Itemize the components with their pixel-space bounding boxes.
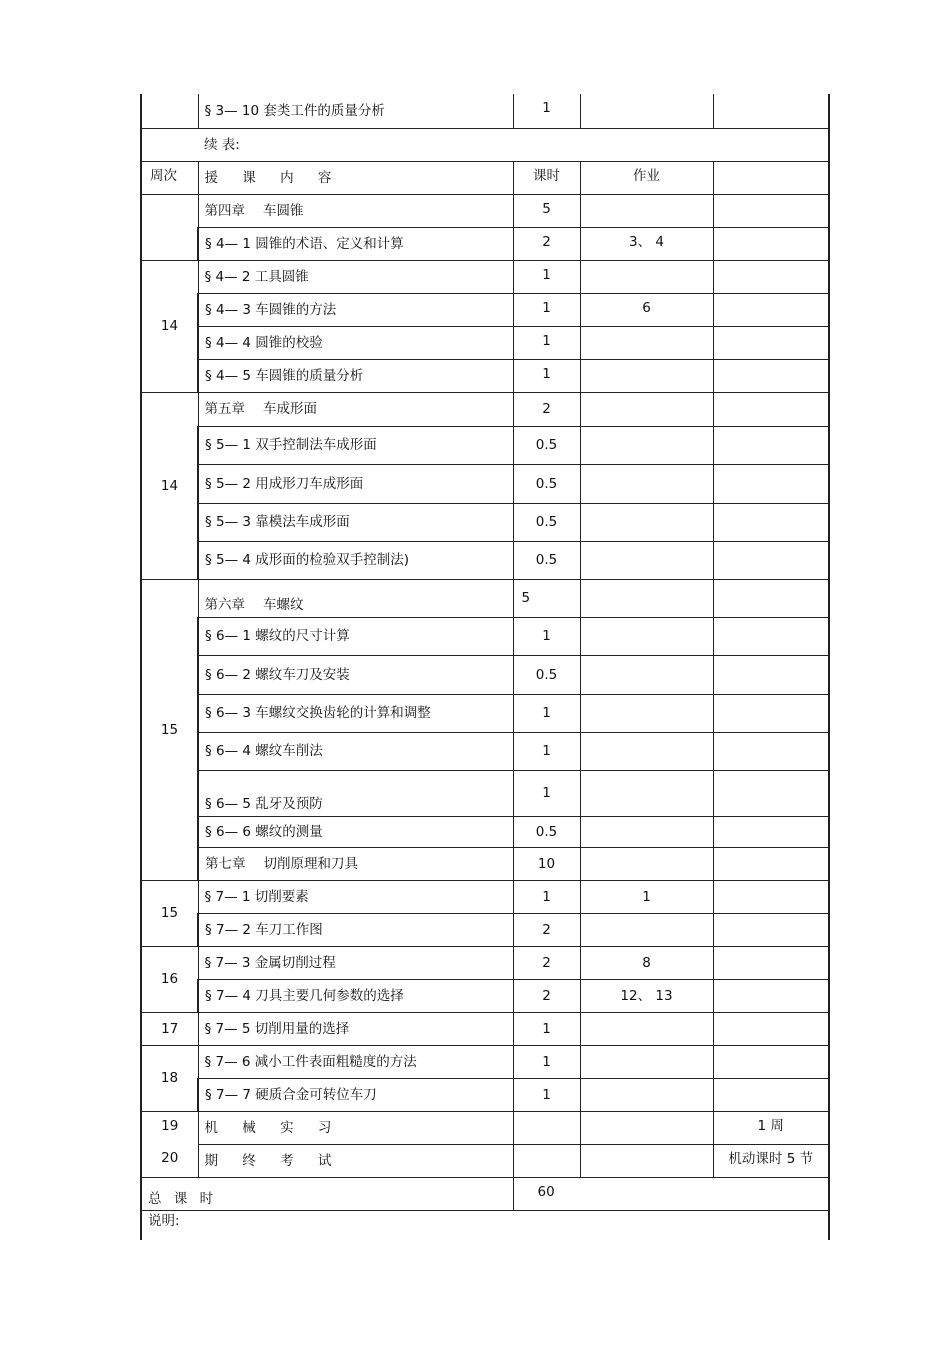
table-row [141, 913, 829, 946]
note-cell [713, 94, 829, 128]
chapter-title: 第六章 车螺纹 [198, 579, 513, 617]
content-cell: § 7— 6 减小工件表面粗糙度的方法 [198, 1045, 513, 1078]
week-cell: 20 [141, 1144, 198, 1177]
homework-cell: 1 [580, 880, 713, 913]
homework-cell [580, 579, 713, 617]
homework-cell [580, 392, 713, 426]
chapter-title: 第四章 车圆锥 [198, 194, 513, 227]
homework-cell [580, 655, 713, 694]
note-cell [713, 946, 829, 979]
table-row [141, 617, 829, 655]
content-cell: § 7— 3 金属切削过程 [198, 946, 513, 979]
table-row [141, 847, 829, 880]
table-row [141, 541, 829, 579]
week-cell: 16 [141, 946, 198, 1012]
homework-cell [580, 260, 713, 293]
week-cell: 15 [141, 579, 198, 880]
table-row [141, 326, 829, 359]
table-row [141, 1144, 829, 1177]
content-cell: § 5— 3 靠模法车成形面 [198, 503, 513, 541]
table-row [141, 392, 829, 426]
table-row [141, 816, 829, 847]
hours-cell: 1 [513, 732, 580, 770]
hours-cell: 10 [513, 847, 580, 880]
total-row [141, 1177, 829, 1210]
content-cell: § 6— 6 螺纹的测量 [198, 816, 513, 847]
note-cell: 机动课时 5 节 [713, 1144, 829, 1177]
week-cell [141, 194, 198, 260]
week-cell: 18 [141, 1045, 198, 1111]
note-cell [713, 1012, 829, 1045]
hours-cell: 5 [513, 194, 580, 227]
homework-cell [580, 426, 713, 464]
table-row [141, 655, 829, 694]
remark-row [141, 1210, 829, 1240]
table-row [141, 1111, 829, 1144]
note-cell [713, 816, 829, 847]
week-header: 周次 [141, 161, 198, 194]
homework-cell: 12、 13 [580, 979, 713, 1012]
note-cell [713, 426, 829, 464]
note-cell [713, 503, 829, 541]
homework-cell [580, 503, 713, 541]
course-schedule-table [140, 94, 830, 1240]
hours-cell: 1 [513, 617, 580, 655]
hours-cell: 1 [513, 326, 580, 359]
homework-cell: 3、 4 [580, 227, 713, 260]
week-cell: 14 [141, 392, 198, 579]
table-row [141, 1045, 829, 1078]
note-cell [713, 392, 829, 426]
hours-cell: 1 [513, 359, 580, 392]
total-label: 总 课 时 [141, 1177, 513, 1210]
hours-cell: 2 [513, 979, 580, 1012]
homework-cell [580, 732, 713, 770]
homework-cell [580, 94, 713, 128]
week-cell: 19 [141, 1111, 198, 1144]
table-row [141, 128, 829, 161]
hours-cell: 0.5 [513, 655, 580, 694]
table-row [141, 979, 829, 1012]
hours-cell: 1 [513, 770, 580, 816]
content-cell: § 6— 5 乱牙及预防 [198, 770, 513, 816]
hours-cell: 1 [513, 880, 580, 913]
content-cell: § 6— 1 螺纹的尺寸计算 [198, 617, 513, 655]
week-cell: 15 [141, 880, 198, 946]
table-row [141, 464, 829, 503]
hours-cell: 1 [513, 1012, 580, 1045]
content-cell: § 4— 5 车圆锥的质量分析 [198, 359, 513, 392]
content-cell: § 4— 1 圆锥的术语、定义和计算 [198, 227, 513, 260]
content-cell: § 6— 4 螺纹车削法 [198, 732, 513, 770]
total-hours: 60 [513, 1177, 829, 1210]
homework-cell [580, 541, 713, 579]
homework-cell [580, 694, 713, 732]
hours-cell: 5 [513, 579, 580, 617]
note-cell [713, 1045, 829, 1078]
hours-cell: 1 [513, 1045, 580, 1078]
chapter-title: 第七章 切削原理和刀具 [198, 847, 513, 880]
content-cell: § 5— 2 用成形刀车成形面 [198, 464, 513, 503]
homework-header: 作业 [580, 161, 713, 194]
homework-cell: 8 [580, 946, 713, 979]
content-cell: § 4— 3 车圆锥的方法 [198, 293, 513, 326]
note-cell [713, 655, 829, 694]
table-row [141, 359, 829, 392]
content-cell: 机 械 实 习 [198, 1111, 513, 1144]
table-row [141, 194, 829, 227]
hours-cell [513, 1111, 580, 1144]
chapter-title: 第五章 车成形面 [198, 392, 513, 426]
content-cell: § 3— 10 套类工件的质量分析 [198, 94, 513, 128]
hours-cell: 2 [513, 392, 580, 426]
table-row [141, 1078, 829, 1111]
table-row [141, 946, 829, 979]
table-row [141, 880, 829, 913]
homework-cell [580, 1144, 713, 1177]
homework-cell [580, 194, 713, 227]
content-cell: § 7— 2 车刀工作图 [198, 913, 513, 946]
table-row [141, 293, 829, 326]
note-cell [713, 359, 829, 392]
table-row [141, 260, 829, 293]
note-cell [713, 326, 829, 359]
table-row [141, 227, 829, 260]
content-cell: § 4— 4 圆锥的校验 [198, 326, 513, 359]
note-cell: 1 周 [713, 1111, 829, 1144]
table-row [141, 1012, 829, 1045]
content-cell: § 5— 4 成形面的检验双手控制法) [198, 541, 513, 579]
note-cell [713, 1078, 829, 1111]
table-row [141, 426, 829, 464]
hours-cell: 1 [513, 694, 580, 732]
note-cell [713, 979, 829, 1012]
note-cell [713, 227, 829, 260]
week-cell [141, 94, 198, 128]
note-cell [713, 464, 829, 503]
hours-cell: 1 [513, 1078, 580, 1111]
homework-cell [580, 359, 713, 392]
homework-cell: 6 [580, 293, 713, 326]
note-header [713, 161, 829, 194]
content-cell: § 7— 1 切削要素 [198, 880, 513, 913]
content-cell: § 6— 3 车螺纹交换齿轮的计算和调整 [198, 694, 513, 732]
note-cell [713, 194, 829, 227]
table-row [141, 770, 829, 816]
continued-label: 续 表: [198, 128, 829, 161]
note-cell [713, 913, 829, 946]
note-cell [713, 770, 829, 816]
homework-cell [580, 1045, 713, 1078]
homework-cell [580, 326, 713, 359]
hours-cell: 1 [513, 260, 580, 293]
homework-cell [580, 1012, 713, 1045]
hours-cell: 2 [513, 946, 580, 979]
hours-cell: 0.5 [513, 426, 580, 464]
hours-cell: 1 [513, 293, 580, 326]
content-cell: § 5— 1 双手控制法车成形面 [198, 426, 513, 464]
note-cell [713, 732, 829, 770]
hours-cell: 2 [513, 913, 580, 946]
note-cell [713, 541, 829, 579]
homework-cell [580, 464, 713, 503]
week-cell: 14 [141, 260, 198, 392]
content-cell: § 6— 2 螺纹车刀及安装 [198, 655, 513, 694]
content-header: 援 课 内 容 [198, 161, 513, 194]
note-cell [713, 694, 829, 732]
table-row [141, 503, 829, 541]
homework-cell [580, 913, 713, 946]
note-cell [713, 617, 829, 655]
hours-cell: 0.5 [513, 503, 580, 541]
note-cell [713, 847, 829, 880]
note-cell [713, 880, 829, 913]
remark-label: 说明: [141, 1210, 829, 1240]
header-row [141, 161, 829, 194]
table-row [141, 94, 829, 128]
content-cell: 期 终 考 试 [198, 1144, 513, 1177]
table-row [141, 579, 829, 617]
hours-cell: 0.5 [513, 816, 580, 847]
content-cell: § 7— 7 硬质合金可转位车刀 [198, 1078, 513, 1111]
homework-cell [580, 1111, 713, 1144]
hours-cell: 2 [513, 227, 580, 260]
table-row [141, 732, 829, 770]
hours-cell: 0.5 [513, 541, 580, 579]
hours-header: 课时 [513, 161, 580, 194]
note-cell [713, 579, 829, 617]
note-cell [713, 293, 829, 326]
week-cell [141, 128, 198, 161]
homework-cell [580, 1078, 713, 1111]
hours-cell [513, 1144, 580, 1177]
table-row [141, 694, 829, 732]
homework-cell [580, 617, 713, 655]
homework-cell [580, 816, 713, 847]
note-cell [713, 260, 829, 293]
content-cell: § 7— 4 刀具主要几何参数的选择 [198, 979, 513, 1012]
content-cell: § 7— 5 切削用量的选择 [198, 1012, 513, 1045]
homework-cell [580, 770, 713, 816]
hours-cell: 0.5 [513, 464, 580, 503]
content-cell: § 4— 2 工具圆锥 [198, 260, 513, 293]
homework-cell [580, 847, 713, 880]
hours-cell: 1 [513, 94, 580, 128]
week-cell: 17 [141, 1012, 198, 1045]
